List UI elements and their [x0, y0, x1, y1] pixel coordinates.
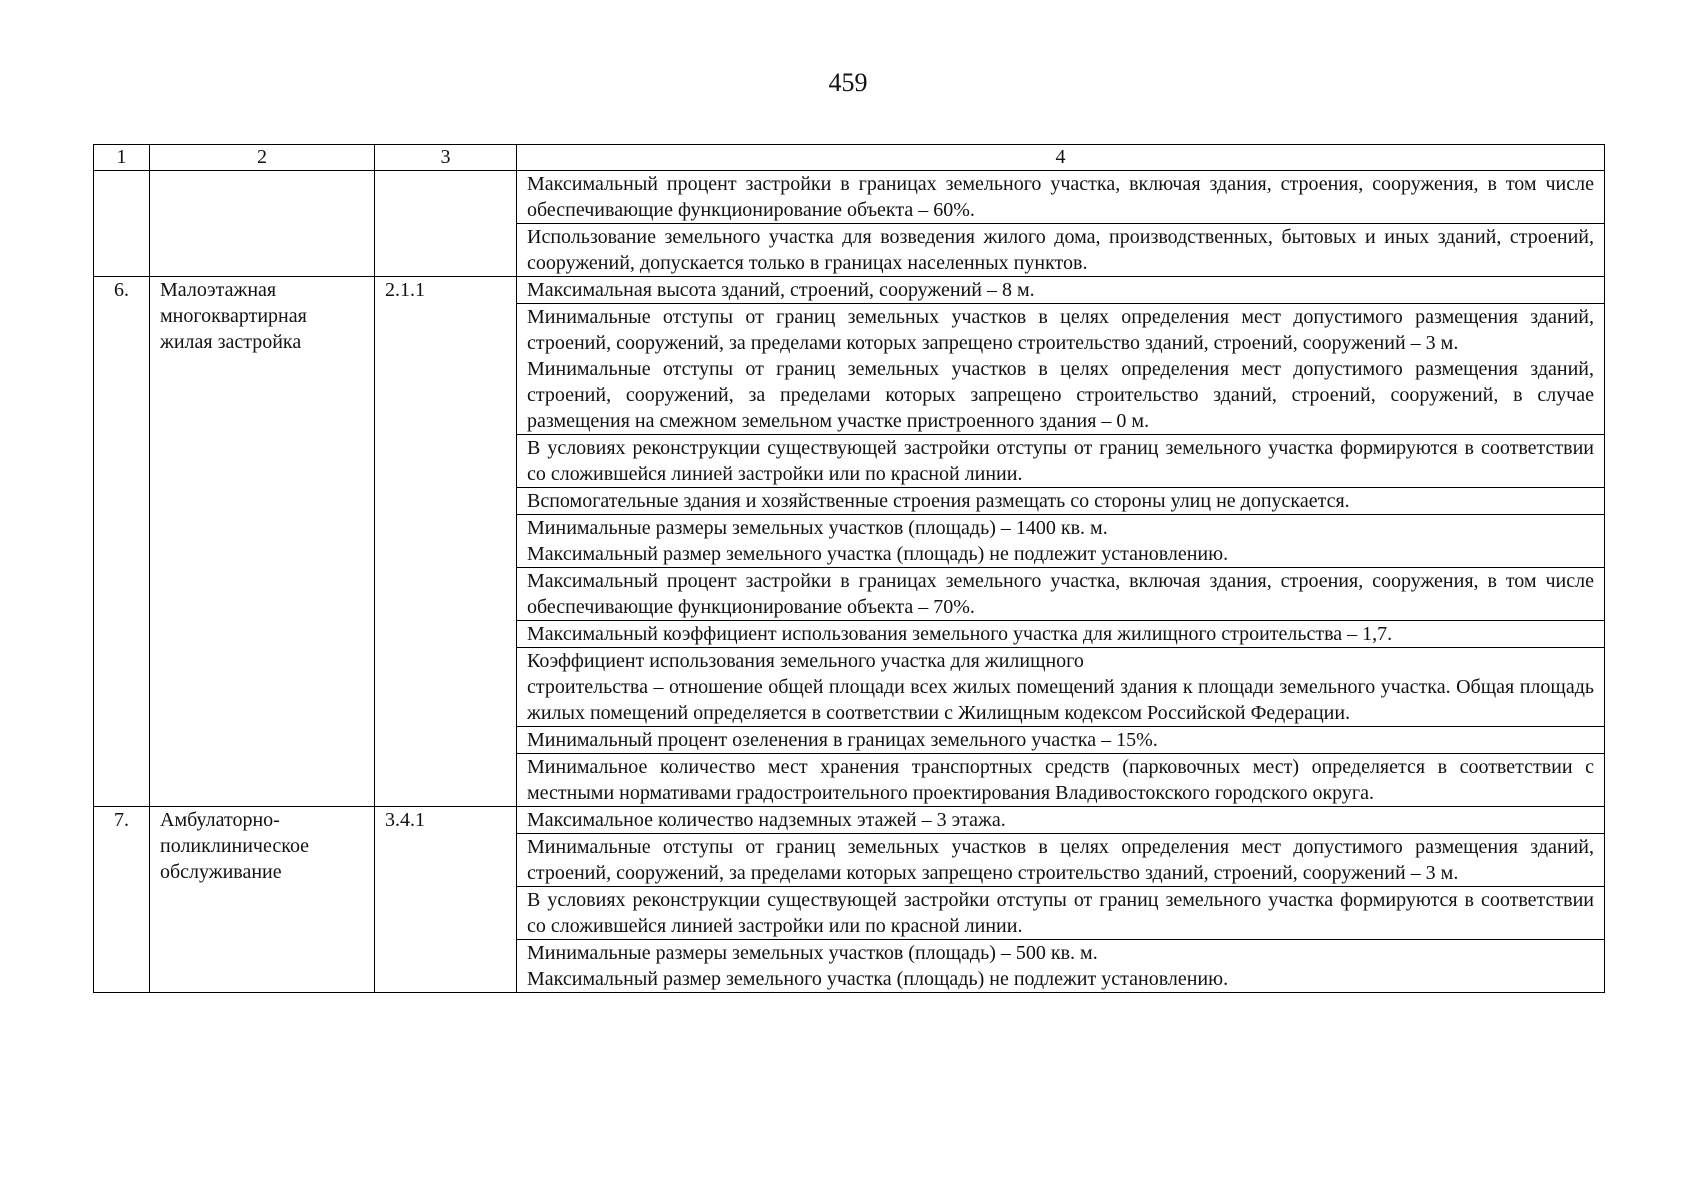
table-row: [94, 277, 1605, 304]
header-col-1: 1: [94, 145, 150, 171]
parameter-text: Максимальная высота зданий, строений, сооружений – 8 м.: [527, 279, 1035, 301]
parameter-cell: [517, 277, 1605, 304]
parameter-cell: [517, 807, 1605, 834]
parameter-cell: [517, 648, 1605, 727]
regulations-table: [93, 144, 1605, 993]
page-number: 459: [828, 68, 868, 97]
parameter-cell: [517, 304, 1605, 435]
parameter-cell: [517, 887, 1605, 940]
land-use-name: Амбулаторно-поликлиническое обслуживание: [150, 807, 375, 993]
parameter-text: Минимальный процент озеленения в границах земельного участка – 15%.: [527, 729, 1158, 751]
row-number: 7.: [94, 807, 150, 993]
parameter-text: Вспомогательные здания и хозяйственные строения размещать со стороны улиц не допускается.: [527, 490, 1350, 512]
land-use-name: [150, 171, 375, 277]
parameter-cell: [517, 834, 1605, 887]
land-use-name: Малоэтажная многоквартирная жилая застройка: [150, 277, 375, 807]
land-use-code: 3.4.1: [375, 807, 517, 993]
parameter-cell: [517, 754, 1605, 807]
parameter-text: Минимальные отступы от границ земельных участков в целях определения мест допустимого размещения зданий, строений, сооружений, за пределами которых запрещено строительство зданий, строений, сооружений – 3 м.: [527, 836, 1594, 884]
parameter-cell: [517, 727, 1605, 754]
parameter-cell: [517, 224, 1605, 277]
header-col-3: 3: [375, 145, 517, 171]
land-use-code: [375, 171, 517, 277]
table-body: [94, 171, 1605, 993]
parameter-text: В условиях реконструкции существующей застройки отступы от границ земельного участка формируются в соответствии со сложившейся линией застройки или по красной линии.: [527, 889, 1594, 937]
header-col-4: 4: [517, 145, 1605, 171]
parameter-text: Максимальный процент застройки в границах земельного участка, включая здания, строения, сооружения, в том числе обеспечивающие функционирование объекта – 60%.: [527, 173, 1594, 221]
parameter-text: Минимальные размеры земельных участков (площадь) – 1400 кв. м.: [527, 517, 1108, 539]
parameter-cell: [517, 568, 1605, 621]
parameter-text: Максимальное количество надземных этажей – 3 этажа.: [527, 809, 1006, 831]
header-col-2: 2: [150, 145, 375, 171]
parameter-cell: [517, 171, 1605, 224]
parameter-cell: [517, 488, 1605, 515]
parameter-text: Использование земельного участка для возведения жилого дома, производственных, бытовых и иных зданий, строений, сооружений, допускается только в границах населенных пунктов.: [527, 226, 1594, 274]
land-use-code: 2.1.1: [375, 277, 517, 807]
table-row: [94, 171, 1605, 224]
table-header-row: [94, 145, 1605, 171]
parameter-cell: [517, 621, 1605, 648]
table-row: [94, 807, 1605, 834]
parameter-text: строительства – отношение общей площади всех жилых помещений здания к площади земельного участка. Общая площадь жилых помещений определяется в соответствии с Жилищным кодексом Российской Федерации.: [527, 676, 1594, 724]
parameter-text: Максимальный процент застройки в границах земельного участка, включая здания, строения, сооружения, в том числе обеспечивающие функционирование объекта – 70%.: [527, 570, 1594, 618]
parameter-cell: [517, 940, 1605, 993]
parameter-cell: [517, 435, 1605, 488]
parameter-text: Максимальный размер земельного участка (площадь) не подлежит установлению.: [527, 543, 1229, 565]
parameter-cell: [517, 515, 1605, 568]
parameter-text: Коэффициент использования земельного участка для жилищного: [527, 650, 1084, 672]
parameter-text: Минимальное количество мест хранения транспортных средств (парковочных мест) определяется в соответствии с местными нормативами градостроительного проектирования Владивостокского городского округа.: [527, 756, 1594, 804]
parameter-text: Минимальные отступы от границ земельных участков в целях определения мест допустимого размещения зданий, строений, сооружений, за пределами которых запрещено строительство зданий, строений, сооружений, в случае размещения на смежном земельном участке пристроенного здания – 0 м.: [527, 358, 1594, 432]
parameter-text: Минимальные отступы от границ земельных участков в целях определения мест допустимого размещения зданий, строений, сооружений, за пределами которых запрещено строительство зданий, строений, сооружений – 3 м.: [527, 306, 1594, 354]
parameter-text: Максимальный размер земельного участка (площадь) не подлежит установлению.: [527, 968, 1229, 990]
parameter-text: Максимальный коэффициент использования земельного участка для жилищного строительства – 1,7.: [527, 623, 1393, 645]
parameter-text: Минимальные размеры земельных участков (площадь) – 500 кв. м.: [527, 942, 1098, 964]
row-number: 6.: [94, 277, 150, 807]
row-number: [94, 171, 150, 277]
parameter-text: В условиях реконструкции существующей застройки отступы от границ земельного участка формируются в соответствии со сложившейся линией застройки или по красной линии.: [527, 437, 1594, 485]
